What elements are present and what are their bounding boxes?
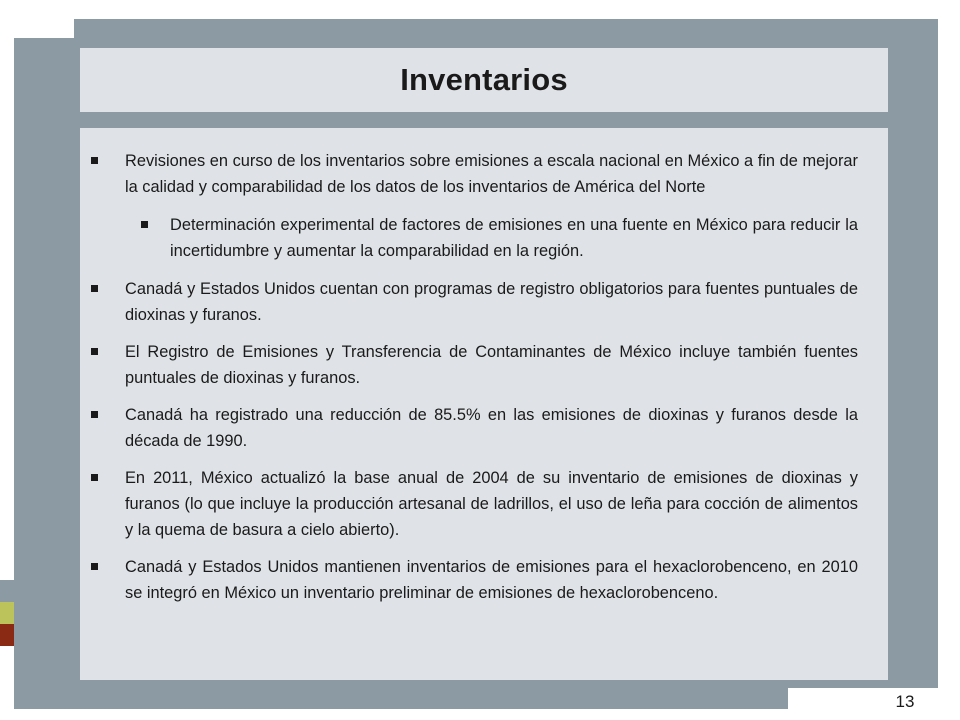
sub-bullet-item — [80, 212, 858, 264]
bullet-text: En 2011, México actualizó la base anual de 2004 de su inventario de emisiones de dioxinas y furanos (lo que incluye la producción artesanal de ladrillos, el uso de leña para cocción de alimentos y la quema de basura a cielo abierto). — [125, 469, 858, 539]
bullet-item — [80, 148, 858, 200]
content-panel — [80, 128, 888, 680]
bullet-item — [80, 554, 858, 606]
frame-background-left — [14, 38, 76, 709]
bullet-item — [80, 339, 858, 391]
bullet-text: Revisiones en curso de los inventarios sobre emisiones a escala nacional en México a fin de mejorar la calidad y comparabilidad de los datos de los inventarios de América del Norte — [125, 152, 858, 196]
square-bullet-icon — [141, 221, 148, 228]
title-panel — [80, 48, 888, 112]
square-bullet-icon — [91, 411, 98, 418]
bullet-text: El Registro de Emisiones y Transferencia de Contaminantes de México incluye también fuentes puntuales de dioxinas y furanos. — [125, 343, 858, 387]
bullet-item — [80, 465, 858, 543]
bullet-list — [80, 128, 888, 606]
bullet-text: Canadá y Estados Unidos cuentan con programas de registro obligatorios para fuentes puntuales de dioxinas y furanos. — [125, 280, 858, 324]
bullet-item — [80, 402, 858, 454]
accent-stripe-gray — [0, 580, 14, 602]
accent-stripe-green — [0, 602, 14, 624]
square-bullet-icon — [91, 474, 98, 481]
bullet-text: Determinación experimental de factores de emisiones en una fuente en México para reducir la incertidumbre y aumentar la comparabilidad en la región. — [170, 216, 858, 260]
square-bullet-icon — [91, 348, 98, 355]
accent-stripe-red — [0, 624, 14, 646]
square-bullet-icon — [91, 563, 98, 570]
page-number: 13 — [895, 692, 915, 711]
square-bullet-icon — [91, 285, 98, 292]
bullet-text: Canadá y Estados Unidos mantienen inventarios de emisiones para el hexaclorobenceno, en 2010 se integró en México un inventario preliminar de emisiones de hexaclorobenceno. — [125, 558, 858, 602]
slide-title: Inventarios — [400, 62, 568, 97]
bullet-text: Canadá ha registrado una reducción de 85.5% en las emisiones de dioxinas y furanos desde la década de 1990. — [125, 406, 858, 450]
bullet-item — [80, 276, 858, 328]
square-bullet-icon — [91, 157, 98, 164]
